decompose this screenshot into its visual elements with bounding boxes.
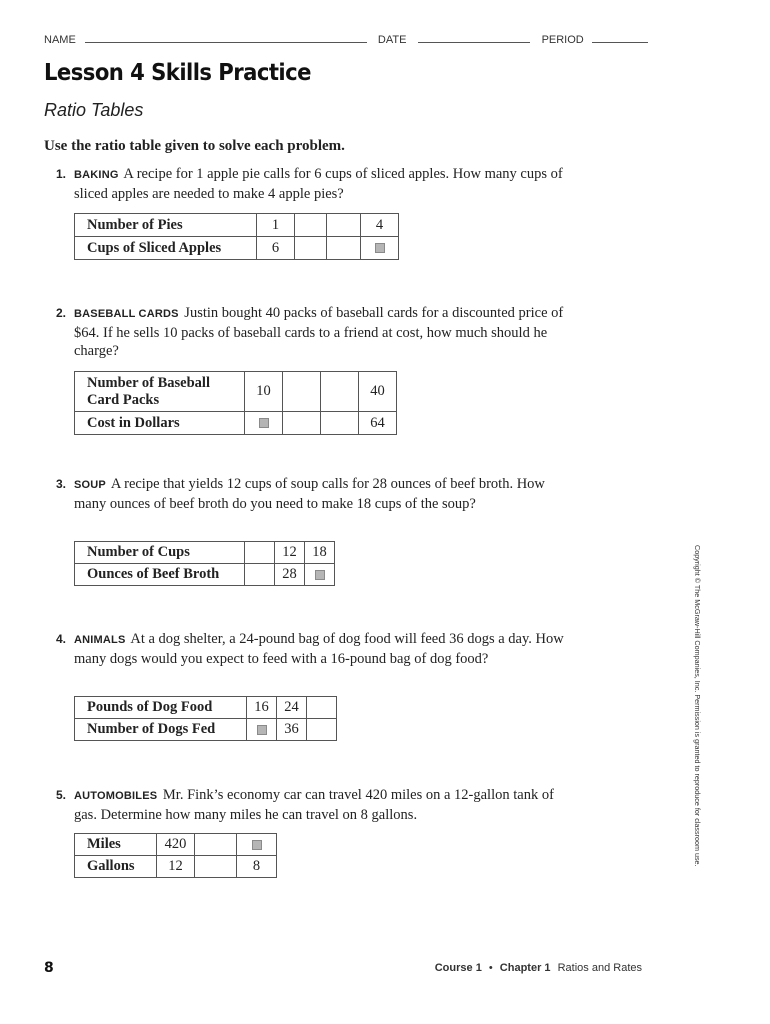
problem-text (74, 630, 574, 668)
table-cell: 10 (245, 372, 283, 412)
table-cell (307, 697, 337, 719)
table-cell: 64 (359, 412, 397, 435)
unknown-box-icon (259, 418, 269, 428)
table-cell (327, 214, 361, 237)
lesson-subtitle: Ratio Tables (44, 100, 144, 120)
problem-text (74, 786, 574, 824)
problem-number: 2. (56, 306, 67, 320)
answer-cell[interactable] (237, 834, 277, 856)
footer-course-info (435, 962, 642, 974)
footer-separator: • (488, 962, 493, 974)
unknown-box-icon (375, 243, 385, 253)
problem-text (74, 165, 574, 203)
problem-text (74, 475, 574, 513)
row-label: Ounces of Beef Broth (75, 564, 245, 586)
footer-chapter-title: Ratios and Rates (557, 962, 642, 974)
student-info-header (44, 34, 644, 46)
period-blank (592, 34, 648, 43)
problem-body: At a dog shelter, a 24-pound bag of dog food will feed 36 dogs a day. How many dogs would you expect to feed with a 16-pound bag of dog food? (74, 631, 564, 667)
problem-body: A recipe for 1 apple pie calls for 6 cups of sliced apples. How many cups of sliced apples are needed to make 4 apple pies? (74, 166, 563, 202)
row-label: Number of Cups (75, 542, 245, 564)
problem-body: Justin bought 40 packs of baseball cards for a discounted price of $64. If he sells 10 packs of baseball cards to a friend at cost, how much should he charge? (74, 305, 564, 359)
problem-topic: ANIMALS (74, 634, 126, 646)
name-blank (85, 34, 367, 43)
problem-topic: AUTOMOBILES (74, 790, 158, 802)
answer-cell[interactable] (305, 564, 335, 586)
table-cell (245, 564, 275, 586)
table-cell: 6 (257, 237, 295, 260)
row-label: Cost in Dollars (75, 412, 245, 435)
page-number: 8 (44, 960, 54, 976)
name-label: NAME (44, 34, 76, 46)
table-cell (295, 214, 327, 237)
table-cell: 8 (237, 856, 277, 878)
table-cell: 16 (247, 697, 277, 719)
answer-cell[interactable] (247, 719, 277, 741)
row-label: Number of Baseball Card Packs (75, 372, 245, 412)
row-label: Pounds of Dog Food (75, 697, 247, 719)
table-cell: 40 (359, 372, 397, 412)
table-cell (195, 856, 237, 878)
problem-topic: BAKING (74, 169, 119, 181)
row-label: Cups of Sliced Apples (75, 237, 257, 260)
table-cell (321, 372, 359, 412)
ratio-table-2 (74, 371, 397, 435)
row-label: Gallons (75, 856, 157, 878)
table-cell (295, 237, 327, 260)
period-label: PERIOD (541, 34, 584, 46)
table-cell (327, 237, 361, 260)
problem-number: 4. (56, 632, 67, 646)
problem-number: 5. (56, 788, 67, 802)
table-cell (245, 542, 275, 564)
problem-text (74, 304, 574, 361)
unknown-box-icon (252, 840, 262, 850)
table-cell: 28 (275, 564, 305, 586)
problem-number: 1. (56, 167, 67, 181)
table-cell: 12 (157, 856, 195, 878)
table-cell: 12 (275, 542, 305, 564)
table-cell (283, 372, 321, 412)
instructions: Use the ratio table given to solve each problem. (44, 138, 345, 154)
unknown-box-icon (315, 570, 325, 580)
date-blank (418, 34, 530, 43)
table-cell: 4 (361, 214, 399, 237)
problem-body: Mr. Fink’s economy car can travel 420 miles on a 12-gallon tank of gas. Determine how many miles he can travel on 8 gallons. (74, 787, 554, 823)
ratio-table-1 (74, 213, 399, 260)
table-cell: 24 (277, 697, 307, 719)
ratio-table-5 (74, 833, 277, 878)
unknown-box-icon (257, 725, 267, 735)
table-cell: 420 (157, 834, 195, 856)
footer-course: Course 1 (434, 962, 482, 974)
problem-topic: BASEBALL CARDS (74, 308, 179, 320)
lesson-title: Lesson 4 Skills Practice (44, 60, 311, 86)
table-cell (321, 412, 359, 435)
table-cell: 1 (257, 214, 295, 237)
problem-number: 3. (56, 477, 67, 491)
problem-topic: SOUP (74, 479, 106, 491)
table-cell: 18 (305, 542, 335, 564)
ratio-table-3 (74, 541, 335, 586)
footer-chapter: Chapter 1 (499, 962, 551, 974)
answer-cell[interactable] (361, 237, 399, 260)
table-cell (283, 412, 321, 435)
copyright-notice: Copyright © The McGraw-Hill Companies, Inc. Permission is granted to reproduce for classroom use. (693, 545, 702, 867)
row-label: Miles (75, 834, 157, 856)
table-cell: 36 (277, 719, 307, 741)
date-label: DATE (377, 34, 407, 46)
table-cell (307, 719, 337, 741)
answer-cell[interactable] (245, 412, 283, 435)
problem-body: A recipe that yields 12 cups of soup calls for 28 ounces of beef broth. How many ounces of beef broth do you need to make 18 cups of the soup? (74, 476, 545, 512)
table-cell (195, 834, 237, 856)
row-label: Number of Dogs Fed (75, 719, 247, 741)
row-label: Number of Pies (75, 214, 257, 237)
ratio-table-4 (74, 696, 337, 741)
